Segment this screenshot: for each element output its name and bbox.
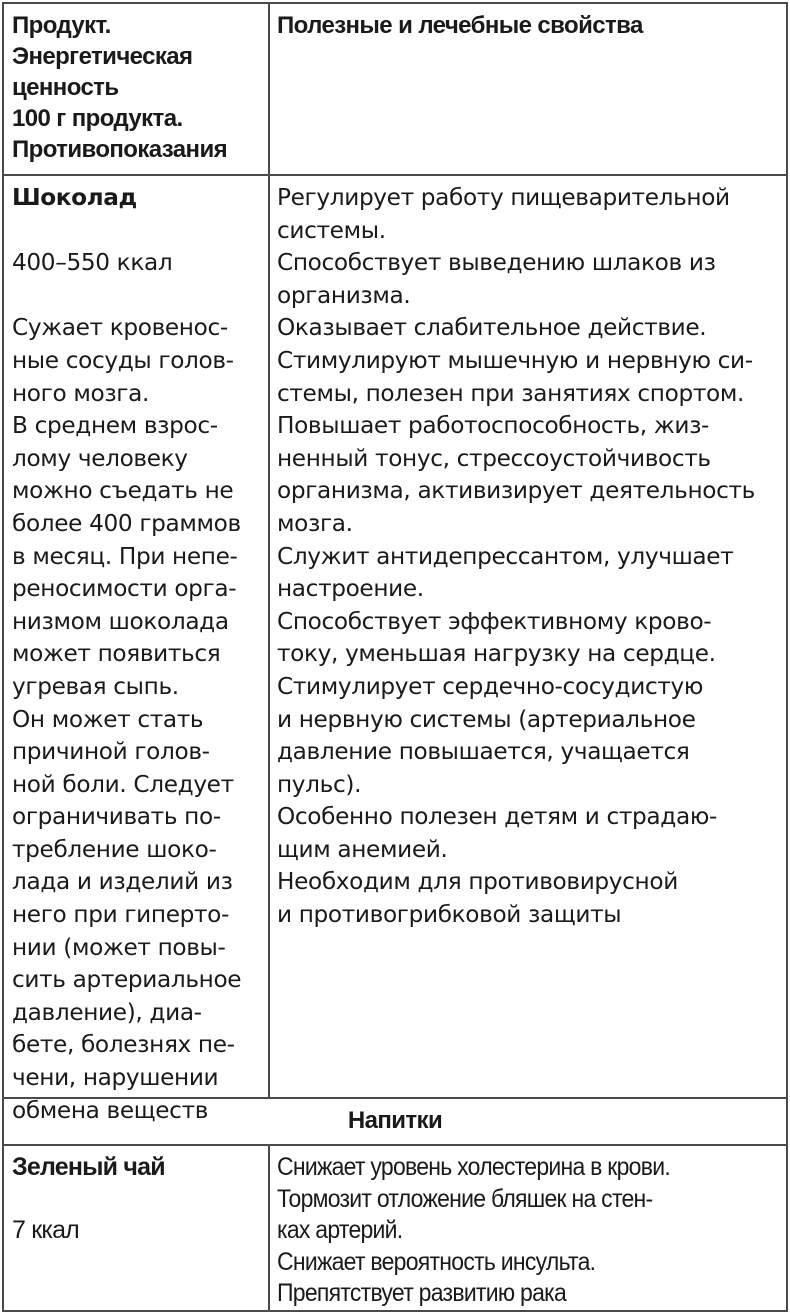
text-line: стемы, полезен при занятиях спортом. bbox=[277, 379, 744, 407]
table-header-row bbox=[4, 4, 786, 174]
text-line: и нервную системы (артериальное bbox=[277, 705, 696, 733]
text-line: него при гиперто- bbox=[12, 901, 229, 929]
header-line: 100 г продукта. bbox=[12, 105, 183, 132]
product-calories: 7 ккал bbox=[12, 1216, 79, 1244]
text-line: Тормозит отложение бляшек на стен- bbox=[277, 1184, 653, 1213]
header-line: Продукт. bbox=[12, 12, 111, 39]
text-line: Служит антидепрессантом, улучшает bbox=[277, 542, 734, 570]
text-line: мозга. bbox=[277, 509, 353, 537]
text-line: причиной голов- bbox=[12, 738, 210, 766]
text-line: давление повышается, учащается bbox=[277, 738, 690, 766]
text-line: угревая сыпь. bbox=[12, 672, 179, 700]
text-line: ограничивать по- bbox=[12, 803, 221, 831]
header-cell-product bbox=[4, 4, 268, 174]
text-line: организма. bbox=[277, 281, 411, 309]
text-line: сить артериальное bbox=[12, 966, 242, 994]
text-line: настроение. bbox=[277, 575, 424, 603]
text-line: ные сосуды голов- bbox=[12, 346, 234, 374]
text-line: Регулирует работу пищеварительной bbox=[277, 184, 730, 211]
text-line: ках артерий. bbox=[277, 1216, 403, 1244]
header-line: Энергетическая bbox=[12, 43, 193, 70]
header-line: Противопоказания bbox=[12, 136, 228, 163]
text-line: низмом шоколада bbox=[12, 607, 229, 635]
text-line: ненный тонус, стрессоустойчивость bbox=[277, 444, 711, 472]
text-line: реносимости орга- bbox=[12, 575, 237, 603]
text-line: лада и изделий из bbox=[12, 868, 233, 896]
nutrition-table bbox=[2, 2, 788, 1312]
header-label: Полезные и лечебные свойства bbox=[277, 12, 643, 39]
text-line: В среднем взрос- bbox=[12, 412, 218, 440]
properties-cell bbox=[268, 176, 786, 1097]
text-line: и противогрибковой защиты bbox=[277, 901, 622, 929]
text-line: обмена веществ bbox=[12, 1096, 209, 1124]
text-line: может появиться bbox=[12, 640, 221, 668]
text-line: нии (может повы- bbox=[12, 933, 226, 961]
text-line: Стимулирует сердечно-сосудистую bbox=[277, 672, 704, 700]
text-line: Сужает кровенос- bbox=[12, 314, 228, 342]
text-line: Препятствует развитию рака bbox=[277, 1279, 567, 1307]
text-line: Особенно полезен детям и страдаю- bbox=[277, 803, 718, 831]
text-line: Способствует эффективному крово- bbox=[277, 607, 712, 635]
text-line: чени, нарушении bbox=[12, 1064, 219, 1092]
table-row-green-tea bbox=[4, 1144, 786, 1310]
text-line: Стимулируют мышечную и нервную си- bbox=[277, 346, 753, 374]
product-calories: 400–550 ккал bbox=[12, 249, 173, 277]
header-cell-properties bbox=[268, 4, 786, 174]
text-line: ной боли. Следует bbox=[12, 770, 234, 798]
text-line: организма, активизирует деятельность bbox=[277, 477, 755, 505]
text-line: пульс). bbox=[277, 770, 362, 798]
text-line: бете, болезнях пе- bbox=[12, 1031, 235, 1059]
text-line: Оказывает слабительное действие. bbox=[277, 314, 707, 342]
text-line: Снижает вероятность инсульта. bbox=[277, 1247, 596, 1276]
section-title: Напитки bbox=[347, 1107, 443, 1134]
text-line: более 400 граммов bbox=[12, 509, 241, 537]
text-line: Необходим для противовирусной bbox=[277, 868, 678, 896]
properties-cell bbox=[268, 1146, 786, 1310]
text-line: системы. bbox=[277, 216, 386, 244]
text-line: щим анемией. bbox=[277, 835, 448, 863]
text-line: Снижает уровень холестерина в крови. bbox=[277, 1153, 670, 1181]
product-name: Зеленый чай bbox=[12, 1153, 165, 1181]
text-line: току, уменьшая нагрузку на сердце. bbox=[277, 640, 716, 668]
text-line: лому человеку bbox=[12, 444, 188, 472]
text-line: ного мозга. bbox=[12, 379, 150, 407]
text-line: давление), диа- bbox=[12, 998, 202, 1026]
text-line: в месяц. При непе- bbox=[12, 542, 238, 570]
text-line: Повышает работоспособность, жиз- bbox=[277, 412, 710, 440]
header-line: ценность bbox=[12, 74, 119, 101]
contraindications bbox=[12, 312, 262, 1127]
product-cell bbox=[4, 176, 268, 1124]
text-line: можно съедать не bbox=[12, 477, 234, 505]
section-row-drinks bbox=[4, 1097, 786, 1144]
text-line: Способствует выведению шлаков из bbox=[277, 249, 716, 277]
text-line: Он может стать bbox=[12, 705, 204, 733]
product-cell bbox=[4, 1146, 268, 1310]
product-name: Шоколад bbox=[12, 184, 137, 211]
text-line: требление шоко- bbox=[12, 835, 217, 863]
